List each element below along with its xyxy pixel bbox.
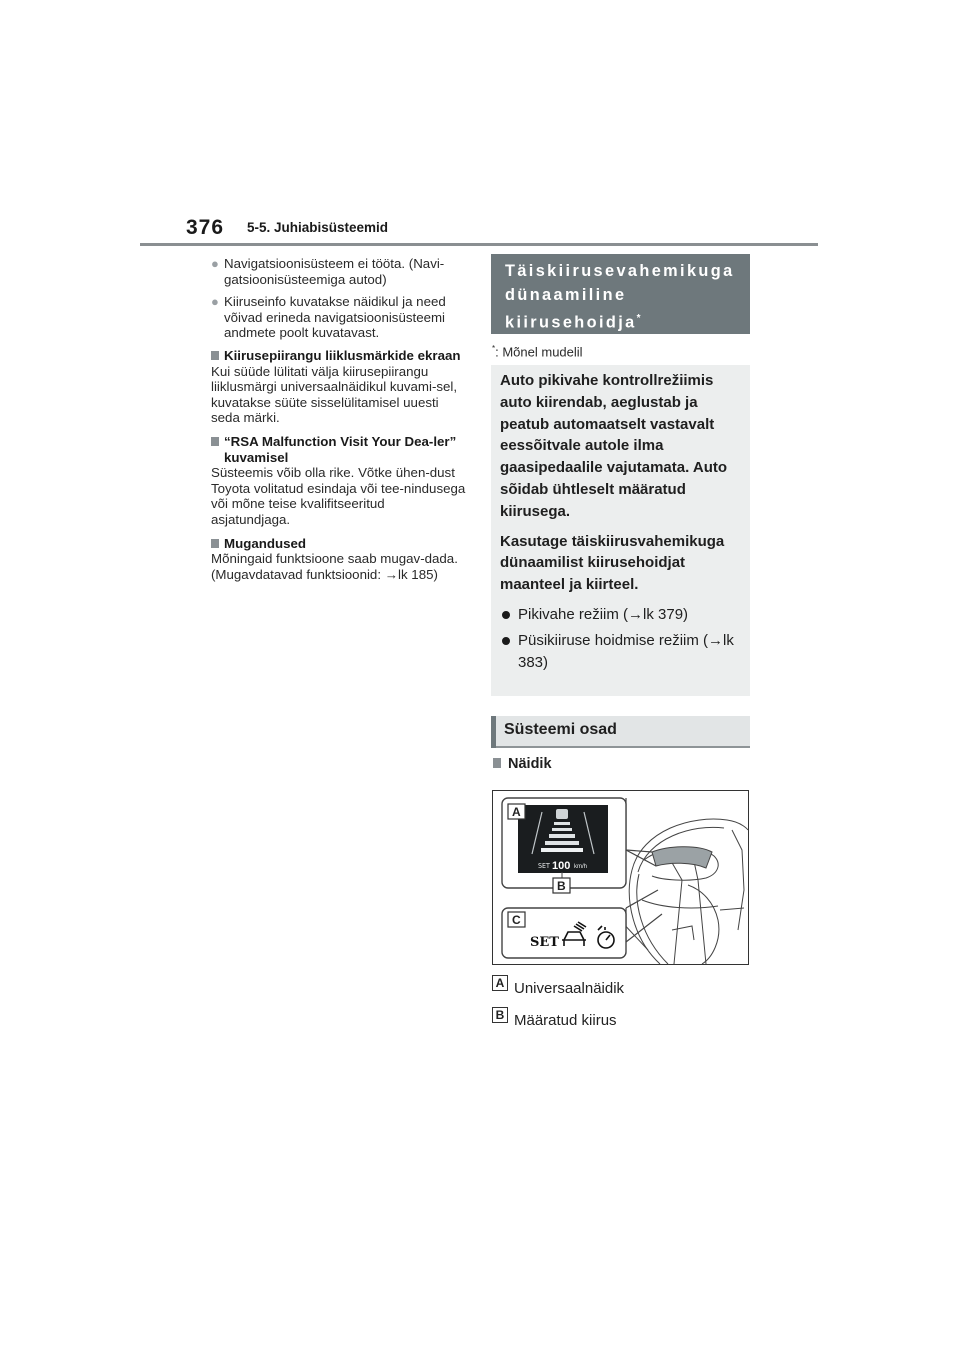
bullet-dot-icon — [502, 611, 510, 619]
asterisk-mark: * — [636, 313, 641, 324]
description-bullet: Pikivahe režiim (→lk 379) — [500, 604, 740, 626]
section-body: Kui süüde lülitati välja kiirusepiirangu liiklusmärgi universaalnäidikul kuvami-sel, kuvatakse süüte sisselülitamisel uuesti seda märki. — [211, 363, 458, 426]
legend-item-b — [492, 1007, 617, 1029]
description-text — [500, 370, 740, 673]
bullet-dot-icon: ● — [211, 294, 219, 310]
square-bullet-icon — [211, 539, 219, 548]
label-a: A — [512, 805, 521, 819]
footnote: *: Mõnel mudelil — [492, 344, 583, 360]
header-divider — [140, 243, 818, 246]
section-heading: Mugandused — [211, 536, 467, 552]
bullet-text: Navigatsioonisüsteem ei tööta. (Navi-gatsioonisüsteemiga autod) — [224, 256, 445, 287]
label-b: B — [557, 879, 566, 893]
bullet-dot-icon: ● — [211, 256, 219, 271]
square-bullet-icon — [211, 437, 219, 446]
feature-title: Täiskiirusevahemikuga dünaamiline kiirusehoidja* — [505, 262, 735, 332]
parts-heading-accent — [491, 716, 496, 748]
square-bullet-icon — [493, 758, 501, 768]
section-heading: Kiirusepiirangu liiklusmärkide ekraan — [211, 348, 467, 364]
bullet-text: Kiiruseinfo kuvatakse näidikul ja need võivad erineda navigatsioonisüsteemi andmete poolt kuvatavast. — [224, 294, 446, 341]
bullet-item — [211, 294, 467, 341]
section-heading: “RSA Malfunction Visit Your Dea-ler” kuvamisel — [211, 434, 467, 465]
description-bullet: Püsikiiruse hoidmise režiim (→lk 383) — [500, 630, 740, 674]
description-paragraph: Kasutage täiskiirusvahemikuga dünaamilist kiirusehoidjat maanteel ja kiirteel. — [500, 532, 725, 594]
legend-tag: B — [492, 1007, 508, 1023]
legend-label: Määratud kiirus — [514, 1012, 617, 1029]
label-c: C — [512, 913, 521, 927]
description-paragraph: Auto pikivahe kontrollrežiimis auto kiirendab, aeglustab ja peatub automaatselt vastavalt eessõitvale autole ilma gaasipedaalile vajutamata. Auto sõidab ühtleselt määratud kiirusega. — [500, 372, 728, 520]
section-body: Mõningaid funktsioone saab mugav-dada. (Mugavdatavad funktsioonid: →lk 185) — [211, 551, 458, 582]
section-body: Süsteemis võib olla rike. Võtke ühen-dust Toyota volitatud esindaja või tee-nindusega või mõne teise kvalifitseeritud asjatundjaga. — [211, 465, 466, 527]
naidik-heading: Näidik — [493, 756, 552, 772]
speed-unit: km/h — [574, 864, 588, 870]
bullet-item — [211, 256, 467, 287]
parts-heading: Süsteemi osad — [504, 721, 617, 738]
bullet-dot-icon — [502, 637, 510, 645]
set-speed-value: 100 — [552, 860, 571, 872]
section-title: 5-5. Juhiabisüsteemid — [247, 220, 389, 235]
legend-label: Universaalnäidik — [514, 980, 625, 997]
instrument-figure — [492, 790, 749, 965]
panel-set-text: SET — [530, 935, 559, 950]
left-column — [211, 256, 467, 590]
legend-item-a — [492, 975, 625, 997]
legend-tag: A — [492, 975, 508, 991]
page-number: 376 — [186, 216, 225, 239]
display-set-text: SET — [538, 862, 550, 870]
square-bullet-icon — [211, 351, 219, 360]
